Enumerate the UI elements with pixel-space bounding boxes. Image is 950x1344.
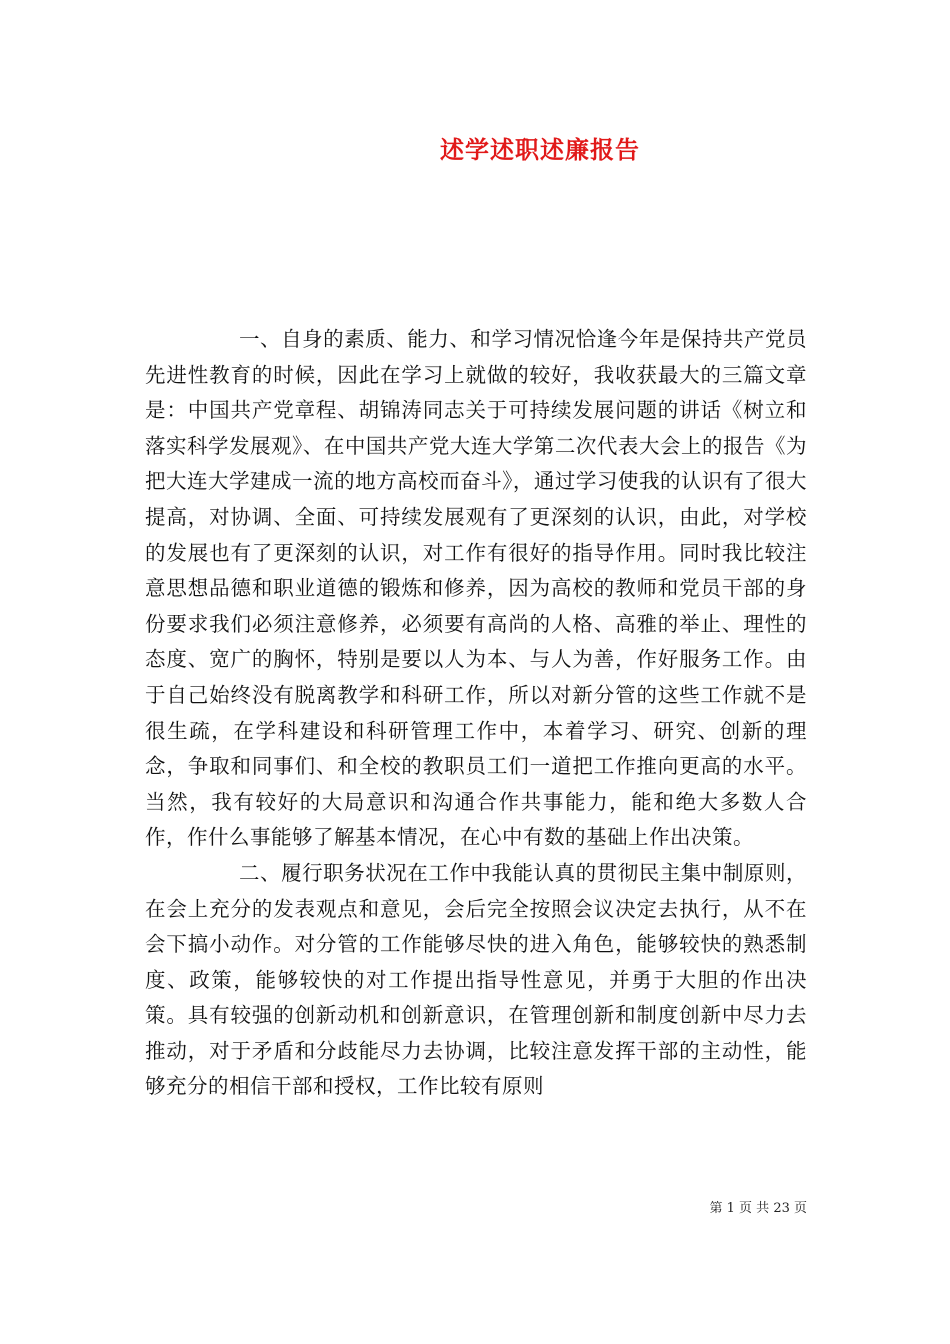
page-number: 第 1 页 共 23 页	[709, 1201, 807, 1216]
paragraph-2: 二、履行职务状况在工作中我能认真的贯彻民主集中制原则，在会上充分的发表观点和意见，会后完全按照会议决定去执行，从不在会下搞小动作。对分管的工作能够尽快的进入角色，能够较快的熟悉制度、政策，能够较快的对工作提出指导性意见，并勇于大胆的作出决策。具有较强的创新动机和创新意识，在管理创新和制度创新中尽力去推动，对于矛盾和分歧能尽力去协调，比较注意发挥干部的主动性，能够充分的相信干部和授权，工作比较有原则	[145, 860, 807, 1099]
document-title: 述学述职述廉报告	[440, 135, 640, 164]
paragraph-1: 一、自身的素质、能力、和学习情况恰逢今年是保持共产党员先进性教育的时候，因此在学习上就做的较好，我收获最大的三篇文章是：中国共产党章程、胡锦涛同志关于可持续发展问题的讲话《树立和落实科学发展观》、在中国共产党大连大学第二次代表大会上的报告《为把大连大学建成一流的地方高校而奋斗》，通过学习使我的认识有了很大提高，对协调、全面、可持续发展观有了更深刻的认识，由此，对学校的发展也有了更深刻的认识，对工作有很好的指导作用。同时我比较注意思想品德和职业道德的锻炼和修养，因为高校的教师和党员干部的身份要求我们必须注意修养，必须要有高尚的人格、高雅的举止、理性的态度、宽广的胸怀，特别是要以人为本、与人为善，作好服务工作。由于自己始终没有脱离教学和科研工作，所以对新分管的这些工作就不是很生疏，在学科建设和科研管理工作中，本着学习、研究、创新的理念，争取和同事们、和全校的教职员工们一道把工作推向更高的水平。当然，我有较好的大局意识和沟通合作共事能力，能和绝大多数人合作，作什么事能够了解基本情况，在心中有数的基础上作出决策。	[145, 327, 807, 850]
document-body	[145, 322, 807, 1105]
